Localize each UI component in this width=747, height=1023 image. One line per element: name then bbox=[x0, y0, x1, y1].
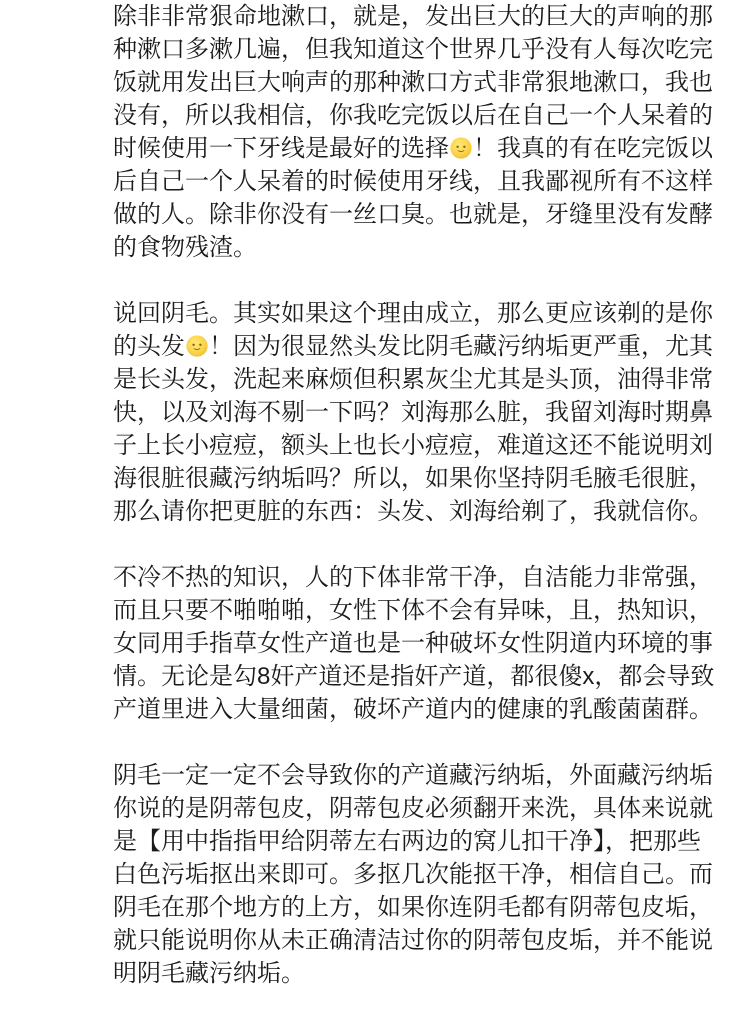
paragraph-text: ！因为很显然头发比阴毛藏污纳垢更严重，尤其是长头发，洗起来麻烦但积累灰尘尤其是头顶，油得非常快，以及刘海不剔一下吗？刘海那么脏，我留刘海时期鼻子上长小痘痘，额头上也长小痘痘，难道这还不能说明刘海很脏很藏污纳垢吗？所以，如果你坚持阴毛腋毛很脏，那么请你把更脏的东西：头发、刘海给剃了，我就信你。 bbox=[113, 333, 713, 525]
full-moon-face-emoji bbox=[186, 335, 208, 357]
post-body bbox=[113, 0, 717, 990]
paragraph-2 bbox=[113, 297, 717, 528]
paragraph-text: 说回阴毛。其实如果这个理由成立，那么更应该剃的是你的头发 bbox=[113, 300, 713, 360]
paragraph-text: ！我真的有在吃完饭以后自己一个人呆着的时候使用牙线，且我鄙视所有不这样做的人。除非你没有一丝口臭。也就是，牙缝里没有发酵的食物残渣。 bbox=[113, 135, 713, 261]
full-moon-face-emoji bbox=[450, 137, 472, 159]
paragraph-3 bbox=[113, 561, 717, 726]
paragraph-4 bbox=[113, 759, 717, 990]
paragraph-text: 阴毛一定一定不会导致你的产道藏污纳垢，外面藏污纳垢你说的是阴蒂包皮，阴蒂包皮必须翻开来洗，具体来说就是【用中指指甲给阴蒂左右两边的窝儿扣干净】，把那些白色污垢抠出来即可。多抠几次能抠干净，相信自己。而阴毛在那个地方的上方，如果你连阴毛都有阴蒂包皮垢，就只能说明你从未正确清洁过你的阴蒂包皮垢，并不能说明阴毛藏污纳垢。 bbox=[113, 762, 713, 987]
paragraph-1 bbox=[113, 0, 717, 264]
paragraph-text: 不冷不热的知识，人的下体非常干净，自洁能力非常强，而且只要不啪啪啪，女性下体不会有异味，且，热知识，女同用手指草女性产道也是一种破坏女性阴道内环境的事情。无论是勾8奸产道还是指奸产道，都很傻x，都会导致产道里进入大量细菌，破坏产道内的健康的乳酸菌菌群。 bbox=[113, 564, 715, 723]
paragraph-text: 除非非常狠命地漱口，就是，发出巨大的巨大的声响的那种漱口多漱几遍，但我知道这个世界几乎没有人每次吃完饭就用发出巨大响声的那种漱口方式非常狠地漱口，我也没有，所以我相信，你我吃完饭以后在自己一个人呆着的时候使用一下牙线是最好的选择 bbox=[113, 3, 713, 162]
